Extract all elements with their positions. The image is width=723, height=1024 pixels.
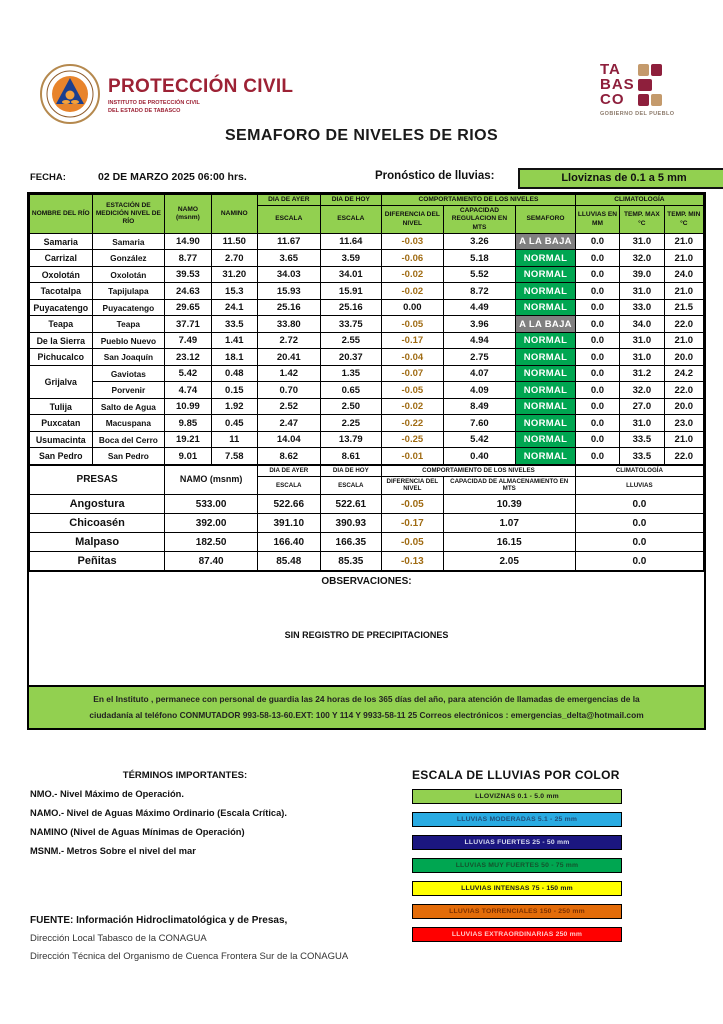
station-cell: Oxolotán [92, 266, 165, 283]
footnote-line-2: ciudadanía al teléfono CONMUTADOR 993-58-13-60.EXT: 100 Y 114 Y 9933-58-11 25 Correos electrónicos : emergencias_delta@hotmail.com [89, 710, 644, 721]
namino-cell: 18.1 [211, 349, 257, 366]
dam-escala-hoy-cell: 522.61 [320, 495, 382, 514]
station-cell: González [92, 250, 165, 267]
diferencia-cell: -0.07 [382, 365, 444, 382]
col-group-comportamiento: COMPORTAMIENTO DE LOS NIVELES [382, 195, 576, 206]
lluvias-cell: 0.0 [575, 415, 619, 432]
col-header-semaforo: SEMAFORO [516, 206, 576, 234]
namo-cell: 37.71 [165, 316, 211, 333]
term-definition: NMO.- Nivel Máximo de Operación. [30, 789, 184, 799]
station-cell: Teapa [92, 316, 165, 333]
rain-scale-bar: LLUVIAS MODERADAS 5.1 - 25 mm [412, 812, 622, 827]
namino-cell: 33.5 [211, 316, 257, 333]
col-header-escala-ayer: ESCALA [258, 206, 321, 234]
dam-name-cell: Malpaso [30, 533, 165, 552]
dam-capacidad-cell: 10.39 [443, 495, 575, 514]
namo-cell: 5.42 [165, 365, 211, 382]
col-group-climatologia: CLIMATOLOGÍA [575, 195, 703, 206]
semaforo-status-badge: NORMAL [516, 382, 576, 399]
col-header-ayer: DIA DE AYER [258, 195, 321, 206]
presa-row [30, 514, 704, 533]
semaforo-status-badge: NORMAL [516, 415, 576, 432]
org-title: PROTECCIÓN CIVIL [108, 76, 294, 97]
temp-max-cell: 32.0 [620, 382, 664, 399]
dam-lluvias-cell: 0.0 [575, 552, 703, 571]
org-subtitle-2: DEL ESTADO DE TABASCO [108, 107, 181, 114]
river-name-cell: Oxolotán [30, 266, 93, 283]
col-header-estacion: ESTACIÓN DE MEDICIÓN NIVEL DE RÍO [92, 195, 165, 234]
footnote-line-1: En el Instituto , permanece con personal de guardia las 24 horas de los 365 días del año, para atención de llamadas de emergencias de la [93, 694, 640, 705]
namo-cell: 29.65 [165, 299, 211, 316]
river-name-cell: Usumacinta [30, 431, 93, 448]
lluvias-cell: 0.0 [575, 349, 619, 366]
capacidad-cell: 4.07 [443, 365, 516, 382]
dam-diferencia-cell: -0.05 [382, 533, 444, 552]
observaciones-section [29, 571, 704, 685]
temp-min-cell: 21.0 [664, 233, 703, 250]
river-row [30, 299, 704, 316]
namino-cell: 1.92 [211, 398, 257, 415]
escala-ayer-cell: 1.42 [258, 365, 321, 382]
lluvias-cell: 0.0 [575, 365, 619, 382]
dam-name-cell: Chicoasén [30, 514, 165, 533]
presa-row [30, 495, 704, 514]
col-header-diferencia: DIFERENCIA DEL NIVEL [382, 206, 444, 234]
temp-max-cell: 33.5 [620, 448, 664, 465]
dam-capacidad-cell: 16.15 [443, 533, 575, 552]
escala-hoy-cell: 8.61 [320, 448, 382, 465]
dam-namo-cell: 533.00 [165, 495, 258, 514]
pronostico-value-badge: Lloviznas de 0.1 a 5 mm [518, 168, 723, 189]
temp-max-cell: 33.5 [620, 431, 664, 448]
col-header-rio: NOMBRE DEL RÍO [30, 195, 93, 234]
dam-namo-cell: 392.00 [165, 514, 258, 533]
capacidad-cell: 4.49 [443, 299, 516, 316]
escala-ayer-cell: 0.70 [258, 382, 321, 399]
escala-hoy-cell: 1.35 [320, 365, 382, 382]
rivers-table [29, 194, 704, 465]
river-row [30, 332, 704, 349]
temp-min-cell: 24.0 [664, 266, 703, 283]
dam-diferencia-cell: -0.05 [382, 495, 444, 514]
col-header-escala-hoy: ESCALA [320, 206, 382, 234]
namino-cell: 0.15 [211, 382, 257, 399]
lluvias-cell: 0.0 [575, 382, 619, 399]
dam-lluvias-cell: 0.0 [575, 495, 703, 514]
rain-scale-bar: LLUVIAS INTENSAS 75 - 150 mm [412, 881, 622, 896]
river-name-cell: De la Sierra [30, 332, 93, 349]
source-line: Dirección Local Tabasco de la CONAGUA [30, 933, 207, 944]
diferencia-cell: 0.00 [382, 299, 444, 316]
temp-max-cell: 34.0 [620, 316, 664, 333]
station-cell: Pueblo Nuevo [92, 332, 165, 349]
semaforo-status-badge: NORMAL [516, 299, 576, 316]
namo-cell: 9.85 [165, 415, 211, 432]
semaforo-status-badge: NORMAL [516, 283, 576, 300]
escala-hoy-cell: 34.01 [320, 266, 382, 283]
diferencia-cell: -0.05 [382, 316, 444, 333]
escala-hoy-cell: 2.50 [320, 398, 382, 415]
temp-max-cell: 31.0 [620, 283, 664, 300]
pronostico-label: Pronóstico de lluvias: [375, 170, 495, 182]
col-header-lluvias: LLUVIAS EN MM [575, 206, 619, 234]
lluvias-cell: 0.0 [575, 398, 619, 415]
river-row [30, 448, 704, 465]
namo-cell: 24.63 [165, 283, 211, 300]
station-cell: Tapijulapa [92, 283, 165, 300]
namino-cell: 2.70 [211, 250, 257, 267]
source-section [30, 915, 348, 969]
escala-hoy-cell: 25.16 [320, 299, 382, 316]
lluvias-cell: 0.0 [575, 299, 619, 316]
tabasco-glyph-icon [638, 64, 664, 76]
date-forecast-row [30, 168, 703, 190]
temp-min-cell: 20.0 [664, 398, 703, 415]
station-cell: Porvenir [92, 382, 165, 399]
river-row [30, 283, 704, 300]
river-name-cell: Carrizal [30, 250, 93, 267]
capacidad-cell: 8.72 [443, 283, 516, 300]
presa-row [30, 533, 704, 552]
escala-hoy-cell: 15.91 [320, 283, 382, 300]
rain-scale-bar: LLOVIZNAS 0.1 - 5.0 mm [412, 789, 622, 804]
presas-col-header-ayer: DIA DE AYER [258, 465, 321, 476]
namino-cell: 0.48 [211, 365, 257, 382]
namino-cell: 31.20 [211, 266, 257, 283]
escala-hoy-cell: 3.59 [320, 250, 382, 267]
rain-scale-bar: LLUVIAS MUY FUERTES 50 - 75 mm [412, 858, 622, 873]
diferencia-cell: -0.03 [382, 233, 444, 250]
dam-escala-hoy-cell: 390.93 [320, 514, 382, 533]
lluvias-cell: 0.0 [575, 250, 619, 267]
dam-diferencia-cell: -0.13 [382, 552, 444, 571]
temp-min-cell: 21.0 [664, 250, 703, 267]
semaforo-status-badge: A LA BAJA [516, 316, 576, 333]
namo-cell: 39.53 [165, 266, 211, 283]
station-cell: San Pedro [92, 448, 165, 465]
term-definition: NAMO.- Nivel de Aguas Máximo Ordinario (Escala Crítica). [30, 808, 287, 818]
river-name-cell: Tacotalpa [30, 283, 93, 300]
namino-cell: 0.45 [211, 415, 257, 432]
presas-col-group-climatologia: CLIMATOLOGÍA [575, 465, 703, 476]
presas-col-header-escala-hoy: ESCALA [320, 476, 382, 495]
fecha-value: 02 DE MARZO 2025 06:00 hrs. [98, 171, 247, 183]
temp-max-cell: 27.0 [620, 398, 664, 415]
namo-cell: 4.74 [165, 382, 211, 399]
temp-max-cell: 39.0 [620, 266, 664, 283]
namino-cell: 24.1 [211, 299, 257, 316]
diferencia-cell: -0.22 [382, 415, 444, 432]
semaforo-status-badge: NORMAL [516, 365, 576, 382]
escala-ayer-cell: 20.41 [258, 349, 321, 366]
namo-cell: 9.01 [165, 448, 211, 465]
station-cell: Gaviotas [92, 365, 165, 382]
capacidad-cell: 3.96 [443, 316, 516, 333]
temp-min-cell: 22.0 [664, 382, 703, 399]
river-row [30, 398, 704, 415]
proteccion-civil-seal-icon [40, 64, 100, 124]
emergency-footnote [29, 685, 704, 728]
capacidad-cell: 8.49 [443, 398, 516, 415]
dam-name-cell: Peñitas [30, 552, 165, 571]
semaforo-status-badge: NORMAL [516, 398, 576, 415]
escala-ayer-cell: 34.03 [258, 266, 321, 283]
dam-namo-cell: 87.40 [165, 552, 258, 571]
station-cell: San Joaquín [92, 349, 165, 366]
escala-hoy-cell: 2.55 [320, 332, 382, 349]
presas-col-header-diferencia: DIFERENCIA DEL NIVEL [382, 476, 444, 495]
temp-min-cell: 21.0 [664, 332, 703, 349]
presas-col-header: PRESAS [30, 465, 165, 494]
col-header-namo: NAMO (msnm) [165, 195, 211, 234]
tabasco-logo [600, 62, 700, 117]
presas-col-header-hoy: DIA DE HOY [320, 465, 382, 476]
station-cell: Boca del Cerro [92, 431, 165, 448]
dam-escala-ayer-cell: 166.40 [258, 533, 321, 552]
temp-max-cell: 33.0 [620, 299, 664, 316]
tabasco-logo-line: CO [600, 91, 625, 108]
rain-scale-legend [412, 768, 622, 950]
presas-col-header-namo: NAMO (msnm) [165, 465, 258, 494]
capacidad-cell: 2.75 [443, 349, 516, 366]
temp-min-cell: 21.0 [664, 431, 703, 448]
terms-title: TÉRMINOS IMPORTANTES: [122, 770, 248, 781]
observaciones-title: OBSERVACIONES: [321, 576, 412, 588]
dam-namo-cell: 182.50 [165, 533, 258, 552]
semaforo-status-badge: NORMAL [516, 250, 576, 267]
river-name-cell: Samaria [30, 233, 93, 250]
presas-col-header-escala-ayer: ESCALA [258, 476, 321, 495]
report-table-block [27, 192, 706, 730]
river-name-cell: Puxcatan [30, 415, 93, 432]
col-header-hoy: DIA DE HOY [320, 195, 382, 206]
temp-min-cell: 22.0 [664, 316, 703, 333]
dam-escala-hoy-cell: 166.35 [320, 533, 382, 552]
semaforo-status-badge: NORMAL [516, 448, 576, 465]
lluvias-cell: 0.0 [575, 431, 619, 448]
dam-lluvias-cell: 0.0 [575, 533, 703, 552]
semaforo-status-badge: NORMAL [516, 332, 576, 349]
lluvias-cell: 0.0 [575, 332, 619, 349]
river-row [30, 349, 704, 366]
namo-cell: 23.12 [165, 349, 211, 366]
col-header-tmax: TEMP. MAX °C [620, 206, 664, 234]
temp-max-cell: 31.0 [620, 415, 664, 432]
river-row [30, 233, 704, 250]
diferencia-cell: -0.04 [382, 349, 444, 366]
namo-cell: 7.49 [165, 332, 211, 349]
semaforo-status-badge: NORMAL [516, 349, 576, 366]
lluvias-cell: 0.0 [575, 266, 619, 283]
capacidad-cell: 3.26 [443, 233, 516, 250]
namino-cell: 11.50 [211, 233, 257, 250]
river-row [30, 266, 704, 283]
col-header-capacidad: CAPACIDAD REGULACION EN MTS [443, 206, 516, 234]
escala-ayer-cell: 14.04 [258, 431, 321, 448]
escala-ayer-cell: 33.80 [258, 316, 321, 333]
station-cell: Samaria [92, 233, 165, 250]
col-header-namino: NAMINO [211, 195, 257, 234]
org-subtitle-1: INSTITUTO DE PROTECCIÓN CIVIL [108, 100, 200, 106]
rain-scale-title: ESCALA DE LLUVIAS POR COLOR [412, 768, 620, 782]
river-row [30, 365, 704, 382]
tabasco-glyph-icon [638, 94, 664, 106]
diferencia-cell: -0.25 [382, 431, 444, 448]
tabasco-logo-line: BAS [600, 76, 635, 93]
escala-ayer-cell: 2.47 [258, 415, 321, 432]
escala-ayer-cell: 11.67 [258, 233, 321, 250]
escala-ayer-cell: 2.72 [258, 332, 321, 349]
escala-ayer-cell: 3.65 [258, 250, 321, 267]
term-definition: NAMINO (Nivel de Aguas Mínimas de Operación) [30, 827, 245, 837]
river-name-cell: Puyacatengo [30, 299, 93, 316]
river-row [30, 431, 704, 448]
col-header-tmin: TEMP. MIN °C [664, 206, 703, 234]
rain-scale-bar: LLUVIAS FUERTES 25 - 50 mm [412, 835, 622, 850]
temp-max-cell: 31.0 [620, 233, 664, 250]
tabasco-logo-caption: GOBIERNO DEL PUEBLO [600, 111, 675, 117]
semaforo-status-badge: A LA BAJA [516, 233, 576, 250]
escala-ayer-cell: 15.93 [258, 283, 321, 300]
capacidad-cell: 5.52 [443, 266, 516, 283]
semaforo-status-badge: NORMAL [516, 266, 576, 283]
rain-scale-bar: LLUVIAS TORRENCIALES 150 - 250 mm [412, 904, 622, 919]
presas-col-group-comportamiento: COMPORTAMIENTO DE LOS NIVELES [382, 465, 576, 476]
proteccion-civil-wordmark [108, 76, 293, 115]
diferencia-cell: -0.05 [382, 382, 444, 399]
term-definition: MSNM.- Metros Sobre el nivel del mar [30, 846, 196, 856]
presas-col-header-capacidad: CAPACIDAD DE ALMACENAMIENTO EN MTS [443, 476, 575, 495]
presa-row [30, 552, 704, 571]
river-name-cell: Tulija [30, 398, 93, 415]
temp-min-cell: 22.0 [664, 448, 703, 465]
capacidad-cell: 4.94 [443, 332, 516, 349]
observaciones-text: SIN REGISTRO DE PRECIPITACIONES [284, 630, 449, 641]
capacidad-cell: 7.60 [443, 415, 516, 432]
capacidad-cell: 5.18 [443, 250, 516, 267]
tabasco-logo-line: TA [600, 61, 621, 78]
namino-cell: 7.58 [211, 448, 257, 465]
presas-table [29, 465, 704, 571]
diferencia-cell: -0.02 [382, 398, 444, 415]
temp-min-cell: 21.0 [664, 283, 703, 300]
escala-hoy-cell: 33.75 [320, 316, 382, 333]
dam-diferencia-cell: -0.17 [382, 514, 444, 533]
dam-capacidad-cell: 1.07 [443, 514, 575, 533]
rain-scale-bar: LLUVIAS EXTRAORDINARIAS 250 mm [412, 927, 622, 942]
namo-cell: 14.90 [165, 233, 211, 250]
source-line: Dirección Técnica del Organismo de Cuenca Frontera Sur de la CONAGUA [30, 951, 349, 962]
river-name-cell: Pichucalco [30, 349, 93, 366]
capacidad-cell: 5.42 [443, 431, 516, 448]
temp-min-cell: 24.2 [664, 365, 703, 382]
escala-hoy-cell: 13.79 [320, 431, 382, 448]
river-row [30, 382, 704, 399]
river-name-cell: Teapa [30, 316, 93, 333]
namo-cell: 19.21 [165, 431, 211, 448]
escala-hoy-cell: 2.25 [320, 415, 382, 432]
station-cell: Puyacatengo [92, 299, 165, 316]
namo-cell: 8.77 [165, 250, 211, 267]
station-cell: Salto de Agua [92, 398, 165, 415]
dam-escala-ayer-cell: 391.10 [258, 514, 321, 533]
temp-max-cell: 31.0 [620, 332, 664, 349]
escala-ayer-cell: 8.62 [258, 448, 321, 465]
station-cell: Macuspana [92, 415, 165, 432]
river-row [30, 250, 704, 267]
namino-cell: 11 [211, 431, 257, 448]
escala-hoy-cell: 20.37 [320, 349, 382, 366]
tabasco-glyph-icon [638, 79, 664, 91]
dam-escala-ayer-cell: 522.66 [258, 495, 321, 514]
temp-max-cell: 31.2 [620, 365, 664, 382]
temp-min-cell: 23.0 [664, 415, 703, 432]
river-row [30, 316, 704, 333]
fecha-label: FECHA: [30, 172, 66, 183]
namino-cell: 1.41 [211, 332, 257, 349]
dam-name-cell: Angostura [30, 495, 165, 514]
page-title: SEMAFORO DE NIVELES DE RIOS [224, 127, 499, 144]
escala-ayer-cell: 2.52 [258, 398, 321, 415]
diferencia-cell: -0.06 [382, 250, 444, 267]
temp-min-cell: 20.0 [664, 349, 703, 366]
diferencia-cell: -0.01 [382, 448, 444, 465]
presas-col-header-lluvias: LLUVIAS [575, 476, 703, 495]
source-title: FUENTE: Información Hidroclimatológica y de Presas, [30, 915, 288, 926]
temp-max-cell: 31.0 [620, 349, 664, 366]
namo-cell: 10.99 [165, 398, 211, 415]
escala-hoy-cell: 11.64 [320, 233, 382, 250]
dam-escala-ayer-cell: 85.48 [258, 552, 321, 571]
diferencia-cell: -0.17 [382, 332, 444, 349]
river-row [30, 415, 704, 432]
lluvias-cell: 0.0 [575, 316, 619, 333]
capacidad-cell: 4.09 [443, 382, 516, 399]
dam-escala-hoy-cell: 85.35 [320, 552, 382, 571]
diferencia-cell: -0.02 [382, 283, 444, 300]
escala-hoy-cell: 0.65 [320, 382, 382, 399]
temp-max-cell: 32.0 [620, 250, 664, 267]
lluvias-cell: 0.0 [575, 233, 619, 250]
dam-lluvias-cell: 0.0 [575, 514, 703, 533]
namino-cell: 15.3 [211, 283, 257, 300]
river-name-cell: San Pedro [30, 448, 93, 465]
river-name-cell: Grijalva [30, 365, 93, 398]
lluvias-cell: 0.0 [575, 283, 619, 300]
escala-ayer-cell: 25.16 [258, 299, 321, 316]
semaforo-status-badge: NORMAL [516, 431, 576, 448]
capacidad-cell: 0.40 [443, 448, 516, 465]
temp-min-cell: 21.5 [664, 299, 703, 316]
terms-section [30, 770, 390, 865]
lluvias-cell: 0.0 [575, 448, 619, 465]
dam-capacidad-cell: 2.05 [443, 552, 575, 571]
diferencia-cell: -0.02 [382, 266, 444, 283]
